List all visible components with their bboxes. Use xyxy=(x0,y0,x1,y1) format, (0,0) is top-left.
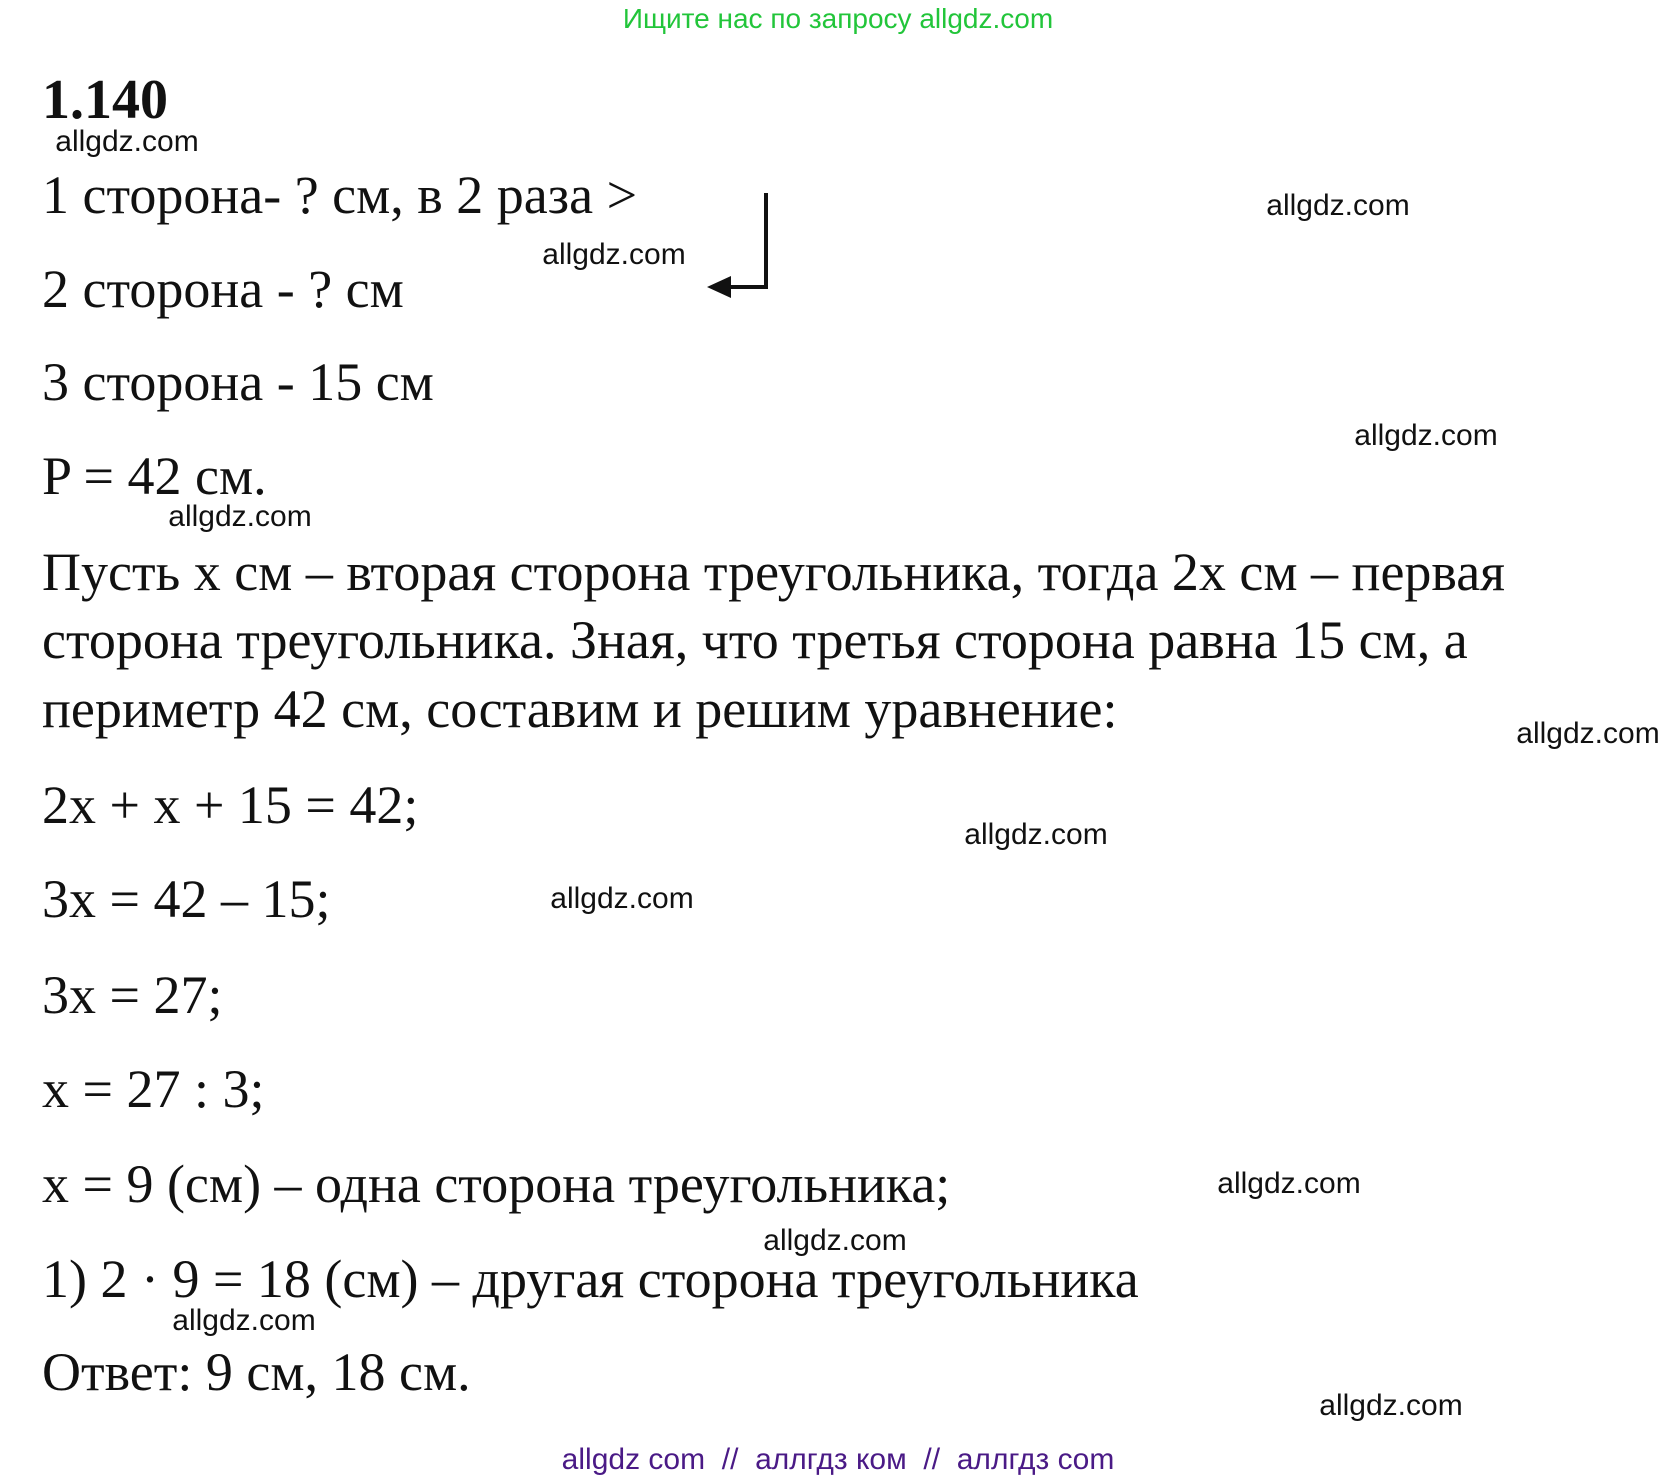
condition-line-2: 2 сторона - ? см xyxy=(42,259,404,319)
equation-5: x = 9 (см) – одна сторона треугольника; xyxy=(42,1154,951,1214)
problem-number: 1.140 xyxy=(42,69,168,131)
equation-6: 1) 2 · 9 = 18 (см) – другая сторона треугольника xyxy=(42,1249,1139,1309)
watermark: allgdz.com xyxy=(1516,717,1660,750)
watermark: allgdz.com xyxy=(1217,1167,1361,1200)
condition-perimeter: P = 42 см. xyxy=(42,446,267,506)
condition-line-1: 1 сторона- ? см, в 2 раза > xyxy=(42,165,638,225)
watermark: allgdz.com xyxy=(542,238,686,271)
answer: Ответ: 9 см, 18 см. xyxy=(42,1342,471,1402)
solution-paragraph-line-3: периметр 42 см, составим и решим уравнение: xyxy=(42,679,1118,739)
watermark: allgdz.com xyxy=(763,1224,907,1257)
watermark: allgdz.com xyxy=(55,125,199,158)
watermark: allgdz.com xyxy=(172,1304,316,1337)
watermark: allgdz.com xyxy=(1266,189,1410,222)
watermark: allgdz.com xyxy=(1319,1389,1463,1422)
watermark: allgdz.com xyxy=(168,500,312,533)
solution-paragraph-line-1: Пусть x см – вторая сторона треугольника, тогда 2x см – первая xyxy=(42,542,1506,602)
search-banner: Ищите нас по запросу allgdz.com xyxy=(622,3,1054,34)
equation-3: 3x = 27; xyxy=(42,965,223,1025)
watermark: allgdz.com xyxy=(964,818,1108,851)
solution-paragraph-line-2: сторона треугольника. Зная, что третья сторона равна 15 см, а xyxy=(42,610,1468,670)
equation-1: 2x + x + 15 = 42; xyxy=(42,775,419,835)
condition-line-3: 3 сторона - 15 см xyxy=(42,352,434,412)
watermark: allgdz.com xyxy=(550,882,694,915)
watermark: allgdz.com xyxy=(1354,419,1498,452)
equation-4: x = 27 : 3; xyxy=(42,1059,265,1119)
equation-2: 3x = 42 – 15; xyxy=(42,869,331,929)
footer-links: allgdz com // аллгдз ком // аллгдз com xyxy=(561,1443,1115,1476)
